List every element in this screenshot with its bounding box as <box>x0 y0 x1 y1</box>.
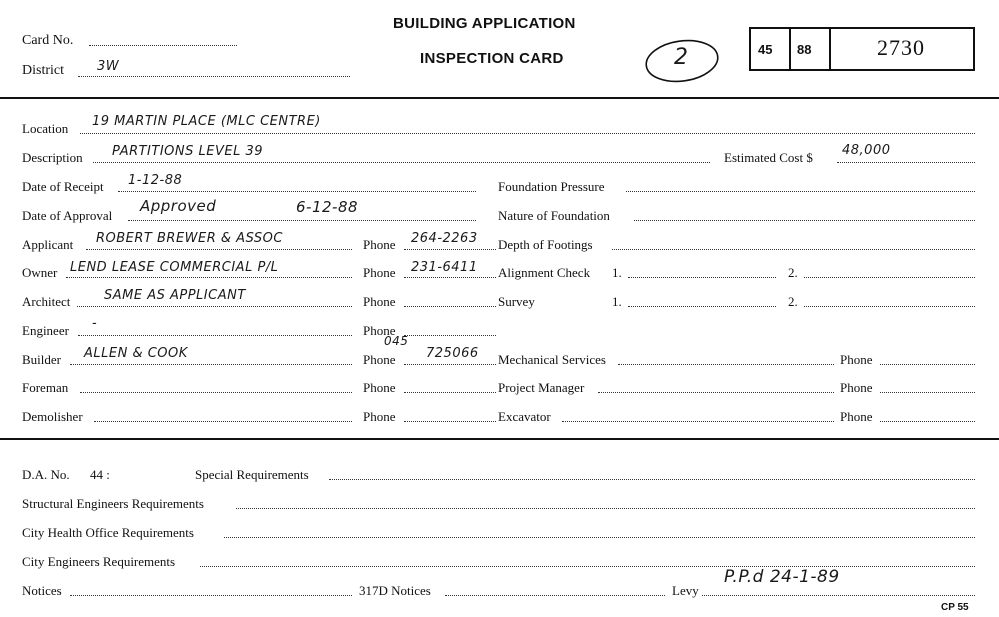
project-manager-field[interactable] <box>598 392 834 393</box>
survey-label: Survey <box>498 294 535 309</box>
foundation-pressure-field[interactable] <box>626 191 975 192</box>
architect-phone-field[interactable] <box>404 306 496 307</box>
description-field[interactable] <box>93 162 710 163</box>
excavator-phone-field[interactable] <box>880 421 975 422</box>
builder-label: Builder <box>22 352 61 367</box>
owner-field[interactable] <box>66 277 352 278</box>
nature-foundation-label: Nature of Foundation <box>498 208 610 223</box>
demolisher-phone-field[interactable] <box>404 421 496 422</box>
builder-value: ALLEN & COOK <box>84 346 188 361</box>
box-card-number: 2730 <box>877 35 925 60</box>
builder-phone-value: 725066 <box>426 346 479 361</box>
alignment-check-field2[interactable] <box>804 277 975 278</box>
da-no-value: 44 : <box>90 467 110 482</box>
survey-num1: 1. <box>612 294 622 309</box>
form-title-line1: BUILDING APPLICATION <box>393 15 576 32</box>
alignment-check-num2: 2. <box>788 265 798 280</box>
owner-value: LEND LEASE COMMERCIAL P/L <box>70 260 279 275</box>
box-code-1: 45 <box>758 42 773 57</box>
form-title-line2: INSPECTION CARD <box>420 50 564 67</box>
alignment-check-field1[interactable] <box>628 277 776 278</box>
project-manager-phone-field[interactable] <box>880 392 975 393</box>
form-code: CP 55 <box>941 602 969 613</box>
structural-requirements-label: Structural Engineers Requirements <box>22 496 204 511</box>
levy-value: P.P.d 24-1-89 <box>724 567 840 587</box>
owner-phone-field[interactable] <box>404 277 496 278</box>
district-label: District <box>22 63 64 78</box>
excavator-label: Excavator <box>498 409 551 424</box>
engineer-phone-label: Phone <box>363 323 396 338</box>
builder-field[interactable] <box>70 364 352 365</box>
notices-317d-label: 317D Notices <box>359 583 431 598</box>
mechanical-phone-label: Phone <box>840 352 873 367</box>
section-divider <box>0 438 999 440</box>
notices-field[interactable] <box>70 595 352 596</box>
special-requirements-field[interactable] <box>329 479 975 480</box>
alignment-check-label: Alignment Check <box>498 265 591 280</box>
engineer-label: Engineer <box>22 323 69 338</box>
alignment-check-num1: 1. <box>612 265 622 280</box>
district-field[interactable] <box>78 76 350 77</box>
circled-mark-value: 2 <box>674 45 689 70</box>
card-no-field[interactable] <box>89 45 237 46</box>
applicant-value: ROBERT BREWER & ASSOC <box>96 231 283 246</box>
notices-label: Notices <box>22 583 62 598</box>
mechanical-label: Mechanical Services <box>498 352 606 367</box>
project-manager-phone-label: Phone <box>840 380 873 395</box>
nature-foundation-field[interactable] <box>634 220 975 221</box>
builder-phone-label: Phone <box>363 352 396 367</box>
applicant-phone-value: 264-2263 <box>411 231 478 246</box>
foundation-pressure-label: Foundation Pressure <box>498 179 605 194</box>
mechanical-phone-field[interactable] <box>880 364 975 365</box>
date-approval-field[interactable] <box>128 220 476 221</box>
project-manager-label: Project Manager <box>498 380 585 395</box>
estimated-cost-label: Estimated Cost $ <box>724 150 813 165</box>
architect-label: Architect <box>22 294 71 309</box>
applicant-phone-label: Phone <box>363 237 396 252</box>
levy-label: Levy <box>672 583 699 598</box>
owner-label: Owner <box>22 265 58 280</box>
header-divider <box>0 97 999 99</box>
date-receipt-value: 1-12-88 <box>128 173 183 188</box>
date-receipt-field[interactable] <box>118 191 476 192</box>
foreman-label: Foreman <box>22 380 69 395</box>
survey-field2[interactable] <box>804 306 975 307</box>
district-value: 3W <box>97 59 120 74</box>
demolisher-label: Demolisher <box>22 409 83 424</box>
engineer-field[interactable] <box>78 335 352 336</box>
builder-phone-field[interactable] <box>404 364 496 365</box>
date-approval-value2: 6-12-88 <box>296 198 359 216</box>
city-engineers-requirements-label: City Engineers Requirements <box>22 554 176 569</box>
da-no-label: D.A. No. <box>22 467 70 482</box>
engineer-value: - <box>92 316 98 331</box>
architect-phone-label: Phone <box>363 294 396 309</box>
date-approval-value1: Approved <box>140 197 217 215</box>
builder-phone-prefix: 045 <box>384 334 409 348</box>
mechanical-field[interactable] <box>618 364 834 365</box>
foreman-phone-label: Phone <box>363 380 396 395</box>
location-field[interactable] <box>80 133 975 134</box>
structural-requirements-field[interactable] <box>236 508 975 509</box>
architect-value: SAME AS APPLICANT <box>104 288 246 303</box>
foreman-field[interactable] <box>80 392 352 393</box>
notices-317d-field[interactable] <box>445 595 665 596</box>
depth-footings-field[interactable] <box>612 249 975 250</box>
location-value: 19 MARTIN PLACE (MLC CENTRE) <box>92 114 321 129</box>
date-receipt-label: Date of Receipt <box>22 179 104 194</box>
demolisher-field[interactable] <box>94 421 352 422</box>
engineer-phone-field[interactable] <box>404 335 496 336</box>
location-label: Location <box>22 121 69 136</box>
health-requirements-field[interactable] <box>224 537 975 538</box>
foreman-phone-field[interactable] <box>404 392 496 393</box>
depth-footings-label: Depth of Footings <box>498 237 593 252</box>
description-value: PARTITIONS LEVEL 39 <box>112 144 263 159</box>
architect-field[interactable] <box>77 306 352 307</box>
survey-field1[interactable] <box>628 306 776 307</box>
excavator-phone-label: Phone <box>840 409 873 424</box>
owner-phone-label: Phone <box>363 265 396 280</box>
excavator-field[interactable] <box>562 421 834 422</box>
estimated-cost-field[interactable] <box>837 162 975 163</box>
description-label: Description <box>22 150 83 165</box>
applicant-phone-field[interactable] <box>404 249 496 250</box>
survey-num2: 2. <box>788 294 798 309</box>
applicant-field[interactable] <box>86 249 352 250</box>
owner-phone-value: 231-6411 <box>411 260 478 275</box>
card-number-box <box>749 27 975 71</box>
applicant-label: Applicant <box>22 237 74 252</box>
box-code-2: 88 <box>797 42 812 57</box>
special-requirements-label: Special Requirements <box>195 467 309 482</box>
demolisher-phone-label: Phone <box>363 409 396 424</box>
levy-field[interactable] <box>702 595 975 596</box>
date-approval-label: Date of Approval <box>22 208 113 223</box>
card-no-label: Card No. <box>22 33 74 48</box>
estimated-cost-value: 48,000 <box>842 143 891 158</box>
city-engineers-requirements-field[interactable] <box>200 566 975 567</box>
health-requirements-label: City Health Office Requirements <box>22 525 194 540</box>
